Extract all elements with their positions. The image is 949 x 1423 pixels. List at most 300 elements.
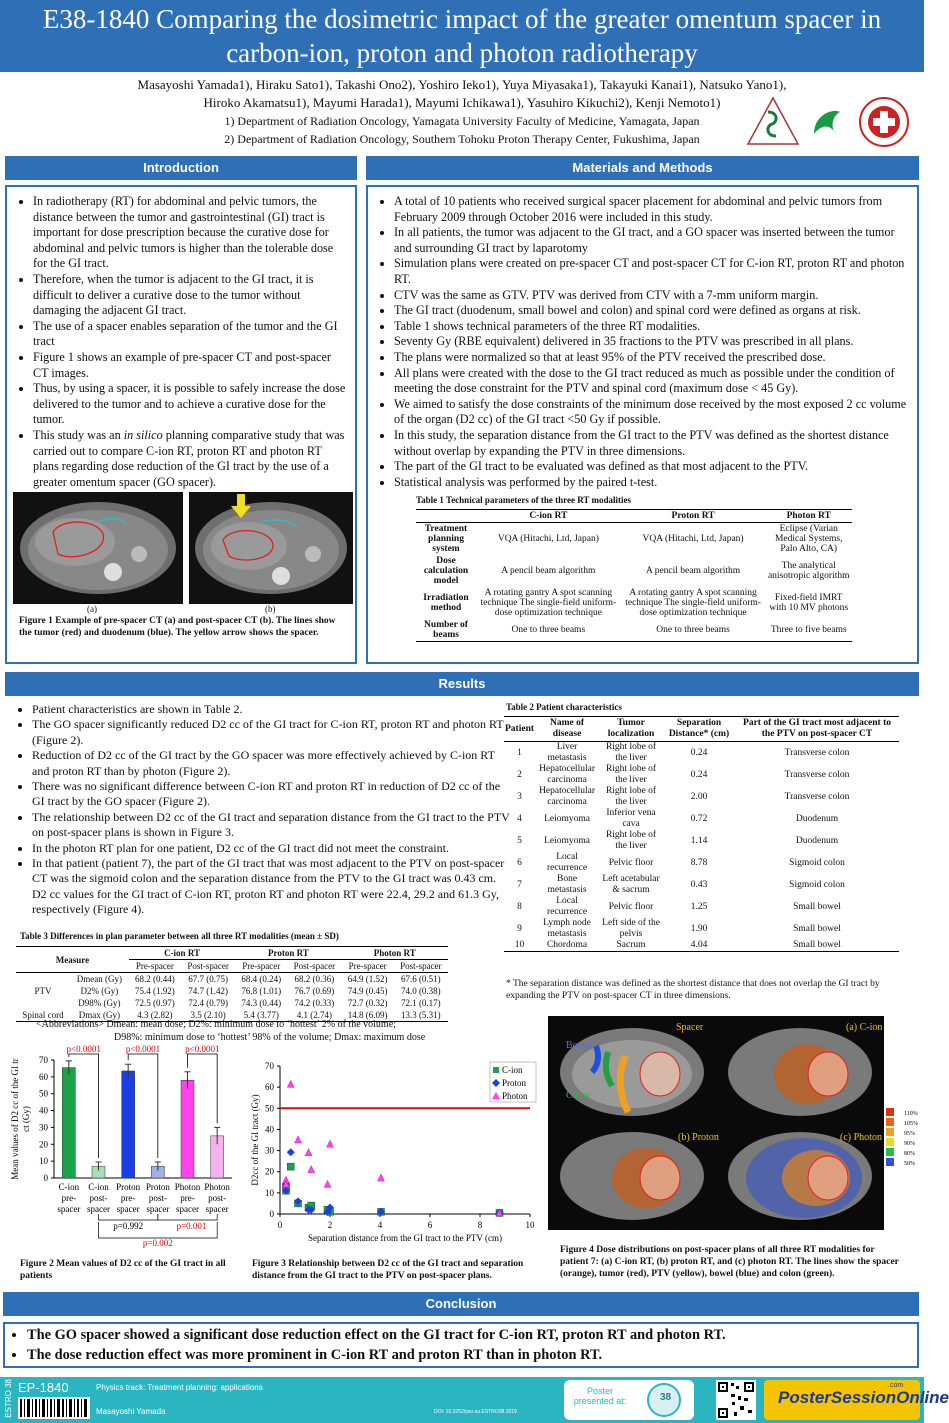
methods-bullet: • In all patients, the tumor was adjacent to the GI tract, and a GO spacer was inserted between the tumor and surrounding GI tract by laparotomy [394,225,907,256]
leaf-logo-icon [814,111,840,134]
table-cell: Fixed-field IMRT with 10 MV photons [769,593,849,613]
table-cell: 9 [517,923,522,934]
table-cell: Sacrum [616,940,646,950]
table-cell: 1.90 [690,923,708,934]
table-row [504,808,899,830]
x-tick-label: post- [89,1193,108,1203]
table-cell: 1 [517,747,522,758]
table-cell: 3 [517,791,522,802]
table-2-head: Separation Distance* (cm) [668,718,730,739]
results-bullet: • There was no significant difference between C-ion RT and proton RT in reduction of D2 cc of the GI tract by the GO spacer (Figure 2). [32,779,510,810]
table-cell: 0.24 [690,747,708,758]
table-cell: Leiomyoma [544,813,590,824]
introduction-section [5,185,357,664]
table-cell: Right lobe of the liver [605,786,657,807]
x-tick-label: spacer [146,1204,170,1214]
table-cell: A pencil beam algorithm [501,566,596,576]
table-2-header [504,717,899,742]
table-2-head: Patient [505,723,535,734]
table-cell: 72.4 (0.79) [188,998,228,1008]
methods-bullet: • Simulation plans were created on pre-spacer CT and post-spacer CT for C-ion RT, proton RT and photon RT. [394,256,907,287]
fig1-label-a: (a) [87,604,97,614]
qr-code-icon [716,1380,756,1420]
figure-4-dose-distributions [548,1016,920,1230]
conclusion-bullets [5,1325,917,1365]
x-axis-label: Separation distance from the GI tract to the PTV (cm) [307,1233,503,1243]
p-value-label: p=0.001 [176,1221,207,1231]
methods-bullet: • Seventy Gy (RBE equivalent) delivered in 35 fractions to the PTV was prescribed in all plans. [394,334,907,350]
table-row [16,973,448,986]
affiliation-2: 2) Department of Radiation Oncology, Southern Tohoku Proton Therapy Center, Fukushima, Japan [224,132,700,146]
table-cell: 74.3 (0.44) [241,998,282,1008]
table-row [504,940,899,952]
photon-point [287,1080,294,1087]
footer-track: Physics track: Treatment planning: applications [96,1383,263,1392]
intro-bullet: • This study was an in silico planning comparative study that was carried out to compare C-ion RT, proton RT and photon RT plans regarding dose reduction of the GI tract by the use of a greater omentum spacer (GO spacer). [33,428,347,490]
x-tick-label: spacer [87,1204,110,1214]
table-cell: Irradiation method [423,593,469,613]
table-cell: D98% (Gy) [78,998,121,1008]
table-3-head: Measure [16,947,129,973]
table-cell: Transverse colon [784,791,850,802]
table-cell: Dmean (Gy) [76,974,123,984]
table-row [504,830,899,852]
y-tick-label: 0 [269,1209,274,1219]
x-tick-label: spacer [116,1204,140,1214]
dose-legend-label: 90% [904,1141,915,1147]
table-cell: 0.43 [690,879,708,890]
table-cell: 2 [517,769,522,780]
methods-bullet: • The GI tract (duodenum, small bowel and colon) and spinal cord were defined as organs at risk. [394,303,907,319]
table-cell: The analytical anisotropic algorithm [767,561,850,581]
table-row [504,742,899,765]
table-cell: 1.25 [690,901,708,912]
table-3-subhead: Pre-spacer [242,961,281,971]
table-cell: Spinal cord [22,1010,64,1020]
table-cell: 64.9 (1.52) [347,974,388,984]
barcode-icon [18,1397,90,1419]
faculty-logo-icon [748,98,798,144]
table-3-subhead: Post-spacer [400,961,442,971]
table-2-body [504,742,899,952]
poster-title [0,0,924,72]
institution-logos [744,94,914,150]
methods-bullet: • We aimed to satisfy the dose constraints of the minimum dose received by the most exposed 2 cc volume of the organ (D2 cc) of the GI tract <50 Gy if possible. [394,397,907,428]
legend-label: C-ion [502,1065,523,1075]
table-cell: Liver metastasis [547,742,587,763]
table-1-head [416,510,476,523]
x-tick-label: Photon [204,1182,230,1192]
authors-line-2: Hiroko Akamatsu1), Mayumi Harada1), Mayumi Ichikawa1), Yasuhiro Kikuchi2), Kenji Nemoto1) [203,95,721,110]
figure-3-caption: Figure 3 Relationship between D2 cc of the GI tract and separation distance from the GI tract to the PTV on post-spacer plans. [252,1259,524,1281]
methods-bullet: • A total of 10 patients who received surgical spacer placement for abdominal and pelvic tumors from February 2009 through October 2016 were included in this study. [394,194,907,225]
results-bullet: • Patient characteristics are shown in Table 2. [32,702,510,717]
table-3-subhead: Post-spacer [293,961,336,971]
table-cell: One to three beams [656,625,730,635]
table-3-group-header [16,947,448,960]
table-cell: Right lobe of the liver [605,764,657,785]
y-tick-label: 50 [39,1088,48,1099]
table-cell: One to three beams [511,625,586,635]
x-tick-label: C-ion [58,1182,80,1192]
cion-point [287,1163,294,1170]
photon-point [305,1149,312,1156]
postersessiononline-logo [764,1380,949,1420]
y-axis-label: Mean values of D2 cc of the GI trct (Gy) [10,1058,31,1180]
table-2-head: Tumor localization [607,718,655,739]
methods-bullet: • Statistical analysis was performed by the paired t-test. [394,475,907,491]
table-row [504,852,899,874]
table-cell: Transverse colon [784,747,850,758]
table-1 [416,509,852,642]
brand-suffix: .com [888,1382,904,1389]
fig1-label-b: (b) [265,604,276,614]
y-tick-label: 20 [39,1139,48,1150]
conclusion-bullet: • The dose reduction effect was more prominent in C-ion RT and proton RT than in photon RT. [27,1345,917,1365]
table-row [416,619,852,642]
table-cell: Sigmoid colon [789,857,845,868]
bar [181,1080,194,1178]
table-3-body [16,973,448,1022]
table-cell: 10 [514,940,525,950]
table-cell: Duodenum [795,835,839,846]
x-tick-label: 0 [277,1220,283,1230]
estro-badge-number: 38 [660,1392,672,1403]
presented-at-label: Poster presented at: [573,1386,627,1406]
y-tick-label: 10 [265,1187,274,1198]
table-cell: Small bowel [793,923,841,934]
x-tick-label: 10 [525,1220,535,1230]
results-heading: Results [5,672,919,696]
x-tick-label: 2 [327,1220,333,1230]
table-row [416,587,852,619]
affiliation-1: 1) Department of Radiation Oncology, Yamagata University Faculty of Medicine, Yamagata, Japan [224,114,700,128]
table-cell: 6 [517,857,522,868]
table-3-subhead: Post-spacer [187,961,229,971]
photon-point [327,1140,334,1147]
intro-bullet: • The use of a spacer enables separation of the tumor and the GI tract [33,319,347,350]
y-tick-label: 30 [265,1145,274,1156]
x-tick-label: post- [148,1193,167,1203]
comparison-bracket [99,1214,158,1220]
dose-legend-label: 105% [904,1121,918,1127]
table-cell: A rotating gantry A spot scanning technique The single-field uniform-dose optimization technique [625,588,761,618]
table-3-subhead: Pre-spacer [135,961,174,971]
x-tick-label: spacer [205,1204,229,1214]
intro-bullet: • Therefore, when the tumor is adjacent to the GI tract, it is difficult to deliver a curative dose to the tumor without damaging the adjacent GI tract. [33,272,347,319]
results-bullets [6,702,514,918]
table-1-head: Proton RT [671,511,715,521]
proton-point [287,1148,295,1156]
table-cell: Right lobe of the liver [605,830,657,851]
introduction-heading: Introduction [5,156,357,180]
table-cell: 4.3 (2.82) [137,1010,173,1020]
figure-2-caption: Figure 2 Mean values of D2 cc of the GI tract in all patients [20,1259,226,1281]
table-cell: 14.8 (6.09) [347,1010,388,1020]
table-2-head: Part of the GI tract most adjacent to the PTV on post-spacer CT [743,718,892,739]
p-value-label: p<0.0001 [66,1044,101,1054]
methods-bullet: • In this study, the separation distance from the GI tract to the PTV was defined as the shortest distance without overlap by expanding the PTV in three dimensions. [394,428,907,459]
table-cell: Right lobe of the liver [605,742,657,763]
photon-point [308,1166,315,1173]
table-3-abbreviations-2: D98%: minimum dose to ‘hottest’ 98% of the volume; Dmax: maximum dose [114,1032,426,1043]
fig4-proton-label: (b) Proton [678,1132,719,1143]
y-tick-label: 50 [265,1103,274,1114]
x-tick-label: pre- [61,1193,77,1203]
table-cell: Local recurrence [546,896,588,917]
figure-3-scatter-plot [244,1060,544,1250]
table-cell: 4.1 (2.74) [296,1010,333,1020]
methods-bullet: • All plans were created with the dose to the GI tract reduced as much as possible under the condition of meeting the dose constraint for the PTV and spinal cord (maximum dose < 45 Gy). [394,366,907,397]
figure-1-ct-images [13,492,353,612]
table-cell: Chordoma [546,940,588,950]
table-cell: 1.14 [690,835,708,846]
figure-2-bar-chart [6,1044,240,1248]
x-tick-label: 6 [427,1220,433,1230]
table-3-head: Photon RT [342,947,448,960]
table-cell: A rotating gantry A spot scanning technique The single-field uniform-dose optimization technique [480,588,617,618]
table-cell: 68.2 (0.36) [294,974,335,984]
table-cell: Sigmoid colon [789,879,845,890]
x-tick-label: Photon [174,1182,201,1192]
methods-heading: Materials and Methods [366,156,919,180]
x-tick-label: 8 [477,1220,483,1230]
table-cell: Hepatocellular carcinoma [539,764,595,785]
y-tick-label: 40 [265,1124,274,1135]
table-cell: Pelvic floor [608,901,654,912]
table-2-footnote: * The separation distance was defined as the shortest distance that does not overlap the GI tract by expanding the PTV on post-spacer CT in three dimensions. [506,979,880,1001]
photon-point [324,1180,331,1187]
table-cell: 8.78 [690,857,708,868]
photon-point [378,1174,385,1181]
table-cell: 75.4 (1.92) [135,986,175,996]
table-cell: Duodenum [795,813,839,824]
table-2-head: Name of disease [550,718,585,739]
table-cell: 74.7 (1.42) [188,986,228,996]
table-3-abbreviations-1: <Abbreviations> Dmean: mean dose; D2%: minimum dose to ‘hottest’ 2% of the volume; [36,1019,396,1030]
table-cell: Pelvic floor [608,857,654,868]
table-cell: 74.2 (0.33) [294,998,335,1008]
table-cell: 72.7 (0.32) [347,998,388,1008]
footer-doi: DOI: 10.3252/pso.eu.ESTRO38.2019 [434,1409,517,1415]
table-3-head: C-ion RT [129,947,235,960]
methods-bullet: • Table 1 shows technical parameters of the three RT modalities. [394,319,907,335]
intro-bullet: • Figure 1 shows an example of pre-spacer CT and post-spacer CT images. [33,350,347,381]
x-tick-label: Proton [116,1182,141,1192]
y-tick-label: 0 [43,1173,48,1183]
table-cell: 67.6 (0.51) [400,974,441,984]
y-tick-label: 10 [39,1156,48,1167]
x-tick-label: spacer [176,1204,199,1214]
table-cell: VQA (Hitachi, Ltd, Japan) [497,534,599,544]
y-tick-label: 40 [39,1105,48,1116]
table-cell: 72.5 (0.97) [135,998,175,1008]
figure-1-caption: Figure 1 Example of pre-spacer CT (a) and post-spacer CT (b). The lines show the tumor (red) and duodenum (blue). The yellow arrow shows the spacer. [19,616,336,638]
table-row [504,918,899,940]
footer-author: Masayoshi Yamada [96,1407,166,1416]
y-tick-label: 70 [265,1061,274,1071]
table-cell: 74.0 (0.38) [400,986,441,996]
legend-marker [492,1092,500,1099]
table-cell [16,997,70,1009]
fig4-colon-label: Colon [566,1090,591,1101]
table-3-subhead: Pre-spacer [348,961,387,971]
fig4-bowel-label: Bowel [566,1040,593,1051]
table-cell: 8 [517,901,522,912]
p-value-label: p=0.002 [142,1238,173,1248]
table-3-head: Proton RT [235,947,341,960]
table-cell: Bone metastasis [547,874,587,895]
methods-bullet: • The part of the GI tract to be evaluated was defined as that most adjacent to the PTV. [394,459,907,475]
methods-bullet: • The plans were normalized so that at least 95% of the PTV received the prescribed dose. [394,350,907,366]
intro-bullet: • Thus, by using a spacer, it is possible to safely increase the dose delivered to the tumor and to achieve a curative dose for the tumor. [33,381,347,428]
table-cell: 4.04 [690,940,708,950]
table-row [16,985,448,997]
table-cell: 72.1 (0.17) [400,998,441,1008]
table-cell: 7 [517,879,522,890]
y-tick-label: 60 [39,1071,48,1082]
results-bullet: • The GO spacer significantly reduced D2 cc of the GI tract for C-ion RT, proton RT and photon RT (Figure 2). [32,717,510,748]
table-cell: 0.72 [690,813,708,824]
table-cell: Treatment planning system [424,524,468,554]
table-cell: 68.2 (0.44) [135,974,175,984]
table-cell: 4 [517,813,522,824]
table-cell: 0.24 [690,769,708,780]
table-cell: 5.4 (3.77) [243,1010,279,1020]
table-cell: 5 [517,835,522,846]
table-cell: 74.9 (0.45) [347,986,388,996]
dose-legend [886,1108,918,1167]
y-tick-label: 30 [39,1122,48,1133]
footer-bar [0,1377,949,1423]
table-row [504,786,899,808]
footer-side-label: ESTRO 38 [4,1379,13,1418]
p-value-label: p<0.0001 [125,1044,161,1054]
table-cell: 76.8 (1.01) [241,986,282,996]
x-tick-label: 4 [377,1220,383,1230]
y-tick-label: 60 [265,1082,274,1093]
bar [122,1071,135,1178]
results-bullet: • In that patient (patient 7), the part of the GI tract that was most adjacent to the PTV on post-spacer CT was the sigmoid colon and the separation distance from the PTV to the GI tract was 0.43 cm. D2 cc values for the GI tract of C-ion RT, proton RT and photon RT were 22.4, 29.2 and 61.3 Gy, respectively (Figure 4). [32,856,510,918]
y-tick-label: 20 [265,1166,274,1177]
table-1-head: C-ion RT [529,511,568,521]
fig4-photon-label: (c) Photon [840,1132,882,1143]
results-bullet: • In the photon RT plan for one patient, D2 cc of the GI tract did not meet the constraint. [32,841,510,856]
table-cell: Left acetabular & sacrum [602,874,660,895]
table-cell: 67.7 (0.75) [188,974,228,984]
legend-label: Proton [502,1078,527,1088]
table-cell: Local recurrence [546,852,588,873]
table-cell: Small bowel [793,940,841,950]
y-axis-label: D2cc of the GI tract (Gy) [250,1094,260,1186]
table-cell: Dmax (Gy) [78,1010,121,1020]
comparison-bracket [158,1214,217,1220]
table-cell: Three to five beams [770,625,847,635]
table-cell: Leiomyoma [544,835,590,846]
table-cell: Eclipse (Varian Medical Systems, Palo Alto, CA) [774,524,843,554]
x-tick-label: spacer [57,1204,81,1214]
methods-bullets [368,194,917,490]
x-tick-label: pre- [180,1193,195,1203]
results-bullet: • The relationship between D2 cc of the GI tract and separation distance from the GI tract to the PTV on post-spacer plans is shown in Figure 3. [32,810,510,841]
fig4-cion-label: (a) C-ion [846,1022,883,1033]
intro-bullet: • In radiotherapy (RT) for abdominal and pelvic tumors, the distance between the tumor and gastrointestinal (GI) tract is important for dose prescription because the curative dose for abdominal and pelvic tumors is higher than the tolerable dose for the GI tract. [33,194,347,272]
figure-4-caption: Figure 4 Dose distributions on post-spacer plans of all three RT modalities for patient 7: (a) C-ion RT, (b) proton RT, and (c) photon RT. The lines show the spacer (orange), tumor (red), PTV (yellow), bowel (blue) and colon (green). [560,1245,899,1279]
table-cell [16,973,70,986]
p-value-label: p<0.0001 [185,1044,220,1054]
dose-legend-label: 95% [904,1131,915,1137]
authors-line-1: Masayoshi Yamada1), Hiraku Sato1), Takashi Ono2), Yoshiro Ieko1), Yuya Miyasaka1), Takayuki Kanai1), Natsuko Yano1), [137,77,787,92]
p-value-label: p=0.992 [113,1221,144,1231]
conclusion-section [3,1322,919,1368]
introduction-bullets [7,194,355,490]
methods-bullet: • CTV was the same as GTV. PTV was derived from CTV with a 7-mm uniform margin. [394,288,907,304]
table-cell: 68.4 (0.24) [241,974,282,984]
table-row [16,997,448,1009]
table-row [416,523,852,556]
results-bullet: • Reduction of D2 cc of the GI tract by the GO spacer was more effectively achieved by C-ion RT and proton RT than by photon (Figure 2). [32,748,510,779]
legend-label: Photon [502,1091,528,1101]
table-cell: D2% (Gy) [80,986,119,996]
table-2 [504,716,899,952]
conclusion-bullet: • The GO spacer showed a significant dose reduction effect on the GI tract for C-ion RT, proton RT and photon RT. [27,1325,917,1345]
table-cell: Small bowel [793,901,841,912]
brand-name: PosterSessionOnline [778,1388,949,1407]
photon-point [295,1136,302,1143]
bar [62,1068,75,1178]
hospital-seal-icon [860,98,908,146]
dose-legend-label: 110% [904,1111,918,1117]
y-tick-label: 70 [39,1055,48,1065]
x-tick-label: Proton [145,1182,170,1192]
table-cell: VQA (Hitachi, Ltd, Japan) [642,534,744,544]
table-cell: Inferior vena cava [606,808,656,829]
footer-code: EP-1840 [18,1380,69,1395]
x-tick-label: pre- [120,1193,136,1203]
table-cell: Hepatocellular carcinoma [539,786,595,807]
table-cell: A pencil beam algorithm [645,566,741,576]
table-2-caption: Table 2 Patient characteristics [506,702,622,712]
x-tick-label: C-ion [88,1182,109,1192]
table-1-head: Photon RT [786,511,831,521]
table-row [504,874,899,896]
table-1-caption: Table 1 Technical parameters of the three RT modalities [416,495,632,505]
table-cell: Number of beams [424,620,468,640]
title-line-1: E38-1840 Comparing the dosimetric impact of the greater omentum spacer in [42,4,882,34]
table-cell: Dose calculation model [423,556,469,586]
table-cell: Transverse colon [784,769,850,780]
methods-section [366,185,919,664]
table-cell: 3.5 (2.10) [190,1010,226,1020]
table-row [504,764,899,786]
table-1-header [416,510,852,523]
conclusion-heading: Conclusion [3,1292,919,1316]
table-row [504,896,899,918]
table-cell: 13.3 (5.31) [400,1010,441,1020]
table-cell: Left side of the pelvis [602,918,660,939]
legend-marker [493,1067,499,1073]
table-cell: PTV [34,986,52,996]
fig4-spacer-label: Spacer [676,1022,704,1033]
table-cell: 2.00 [690,791,708,802]
x-tick-label: post- [208,1193,227,1203]
title-line-2: carbon-ion, proton and photon radiotherapy [226,38,698,68]
dose-legend-label: 50% [904,1161,915,1167]
dose-legend-label: 80% [904,1151,915,1157]
table-row [416,555,852,587]
table-cell: 76.7 (0.69) [294,986,335,996]
presented-at-box [564,1380,694,1420]
